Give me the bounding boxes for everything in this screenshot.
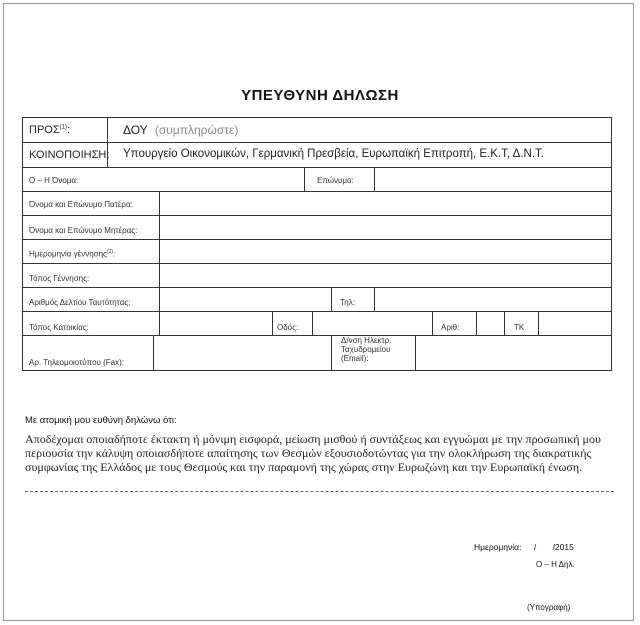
birthdate-label: Ημερομηνία γέννησης$^{(2)}$: xyxy=(29,249,116,259)
number-label-cell xyxy=(433,312,477,335)
row-birthplace xyxy=(23,264,611,288)
pros-field[interactable] xyxy=(123,123,238,137)
number-label: Αριθ: xyxy=(441,323,460,332)
declarant-label: Ο – Η Δηλ. xyxy=(536,560,575,569)
row-birthdate xyxy=(23,240,611,264)
phone-input[interactable] xyxy=(375,288,611,311)
mother-label: Όνομα και Επώνυμο Μητέρας: xyxy=(29,226,138,235)
postcode-label: ΤΚ xyxy=(514,323,525,332)
birthdate-input[interactable] xyxy=(160,240,611,263)
phone-label: Τηλ: xyxy=(340,298,355,307)
email-input[interactable] xyxy=(416,336,611,370)
id-card-label: Αριθμός Δελτίου Ταυτότητας: xyxy=(29,298,131,307)
declaration-text: Αποδέχομαι οποιαδήποτε έκτακτη ή μόνιμη εισφορά, μείωση μισθού ή συντάξεως και εγγυώμαι με την προσωπική μου περιουσία την κάλυψη οποιασδήποτε απαίτησης των Θεσμών εξουσιοδοτώντας για την ολοκλήρωση της διακρατικής συμφωνίας της Ελλάδος με τους Θεσμούς και την παραμονή της χώρας στην Ευρωζώνη και την Ευρωπαϊκή ένωση. xyxy=(25,432,601,474)
date-year: /2015 xyxy=(552,542,574,552)
street-label: Οδός: xyxy=(277,323,299,332)
email-label-cell xyxy=(332,336,416,370)
koinopoiisi-label: ΚΟΙΝΟΠΟΙΗΣΗ: xyxy=(29,149,110,161)
row-koinopoiisi xyxy=(23,143,611,168)
phone-label-cell xyxy=(332,288,375,311)
father-label-cell xyxy=(23,192,160,215)
mother-label-cell xyxy=(23,216,160,239)
date-separator: / xyxy=(533,542,537,552)
row-name xyxy=(23,168,611,192)
surname-input[interactable] xyxy=(375,168,611,191)
street-input[interactable] xyxy=(313,312,433,335)
residence-input[interactable] xyxy=(160,312,273,335)
birthdate-label-cell xyxy=(23,240,160,263)
date-line xyxy=(474,542,574,552)
pros-label: ΠΡΟΣ$^{(1)}$: xyxy=(29,124,71,136)
postcode-input[interactable] xyxy=(539,312,611,335)
surname-label: Επώνυμο: xyxy=(317,176,354,185)
residence-label: Τόπος Κατοικίας: xyxy=(29,323,89,332)
koinopoiisi-label-cell xyxy=(23,143,108,167)
page-title: ΥΠΕΥΘΥΝΗ ΔΗΛΩΣΗ xyxy=(241,87,399,104)
name-cell[interactable] xyxy=(23,168,305,191)
row-father xyxy=(23,192,611,216)
fax-label-cell xyxy=(23,336,154,370)
id-card-input[interactable] xyxy=(160,288,332,311)
name-label: Ο – Η Όνομα: xyxy=(29,176,79,185)
pros-label-cell xyxy=(23,118,108,142)
declaration-dotted-line xyxy=(25,491,614,492)
postcode-label-cell xyxy=(505,312,539,335)
date-label: Ημερομηνία: xyxy=(474,542,522,552)
declaration-intro: Με ατομική μου ευθύνη δηλώνω ότι: xyxy=(25,415,177,426)
row-fax xyxy=(23,336,611,370)
birthplace-input[interactable] xyxy=(160,264,611,287)
birthplace-label: Τόπος Γέννησης: xyxy=(29,274,90,283)
number-input[interactable] xyxy=(477,312,505,335)
koinopoiisi-value: Υπουργείο Οικονομικών, Γερμανική Πρεσβεία, Ευρωπαϊκή Επιτροπή, Ε.Κ.Τ, Δ.Ν.Τ. xyxy=(123,148,544,160)
signature-label: (Υπογραφή) xyxy=(527,603,571,612)
surname-label-cell xyxy=(305,168,375,191)
row-id-card xyxy=(23,288,611,312)
fax-input[interactable] xyxy=(154,336,332,370)
row-residence xyxy=(23,312,611,336)
pros-value: ΔΟΥ xyxy=(123,123,148,137)
row-pros xyxy=(23,118,611,143)
id-card-label-cell xyxy=(23,288,160,311)
mother-input[interactable] xyxy=(160,216,611,239)
father-label: Όνομα και Επώνυμο Πατέρα: xyxy=(29,200,133,209)
email-label: Δ/νση Ηλεκτρ. Ταχυδρομείου (Email): xyxy=(341,336,392,363)
street-label-cell xyxy=(273,312,313,335)
pros-placeholder: (συμπληρώστε) xyxy=(154,123,239,137)
fax-label: Αρ. Τηλεομοιοτύπου (Fax): xyxy=(29,358,124,367)
declaration-form xyxy=(22,117,612,371)
father-input[interactable] xyxy=(160,192,611,215)
residence-label-cell xyxy=(23,312,160,335)
birthplace-label-cell xyxy=(23,264,160,287)
row-mother xyxy=(23,216,611,240)
